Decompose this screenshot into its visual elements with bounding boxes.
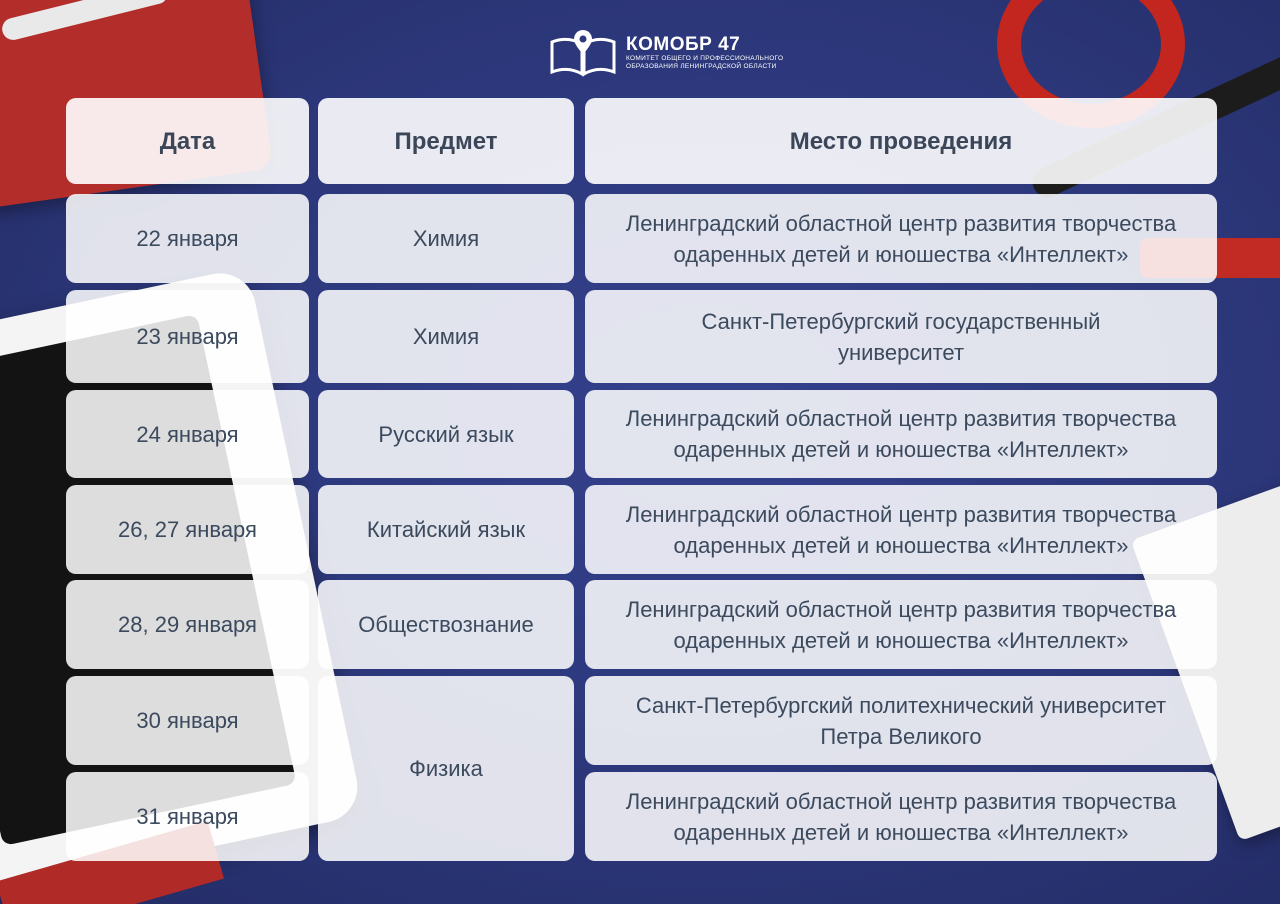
- row-5-date: 28, 29 января: [66, 580, 309, 669]
- row-6-place: Санкт-Петербургский политехнический университет Петра Великого: [585, 676, 1217, 765]
- row-1-place: Ленинградский областной центр развития творчества одаренных детей и юношества «Интеллект»: [585, 194, 1217, 283]
- header-place: Место проведения: [585, 98, 1217, 184]
- row-3-place: Ленинградский областной центр развития творчества одаренных детей и юношества «Интеллект»: [585, 390, 1217, 478]
- row-7-date: 31 января: [66, 772, 309, 861]
- book-icon: [548, 28, 618, 78]
- logo-subtitle-line2: ОБРАЗОВАНИЯ ЛЕНИНГРАДСКОЙ ОБЛАСТИ: [626, 63, 777, 70]
- komobr-logo: [548, 28, 783, 78]
- row-1-date: 22 января: [66, 194, 309, 283]
- row-1-subject: Химия: [318, 194, 574, 283]
- row-4-date: 26, 27 января: [66, 485, 309, 574]
- row-6-7-subject: Физика: [318, 676, 574, 861]
- row-3-subject: Русский язык: [318, 390, 574, 478]
- row-6-date: 30 января: [66, 676, 309, 765]
- row-4-place: Ленинградский областной центр развития творчества одаренных детей и юношества «Интеллект»: [585, 485, 1217, 574]
- row-3-date: 24 января: [66, 390, 309, 478]
- header-date: Дата: [66, 98, 309, 184]
- row-2-place: Санкт-Петербургский государственный университет: [585, 290, 1217, 383]
- header-subject: Предмет: [318, 98, 574, 184]
- row-5-subject: Обществознание: [318, 580, 574, 669]
- logo-subtitle-line1: КОМИТЕТ ОБЩЕГО И ПРОФЕССИОНАЛЬНОГО: [626, 55, 784, 62]
- row-4-subject: Китайский язык: [318, 485, 574, 574]
- row-7-place: Ленинградский областной центр развития творчества одаренных детей и юношества «Интеллект»: [585, 772, 1217, 861]
- row-2-date: 23 января: [66, 290, 309, 383]
- row-5-place: Ленинградский областной центр развития творчества одаренных детей и юношества «Интеллект»: [585, 580, 1217, 669]
- row-2-subject: Химия: [318, 290, 574, 383]
- logo-title: КОМОБР 47: [626, 34, 741, 55]
